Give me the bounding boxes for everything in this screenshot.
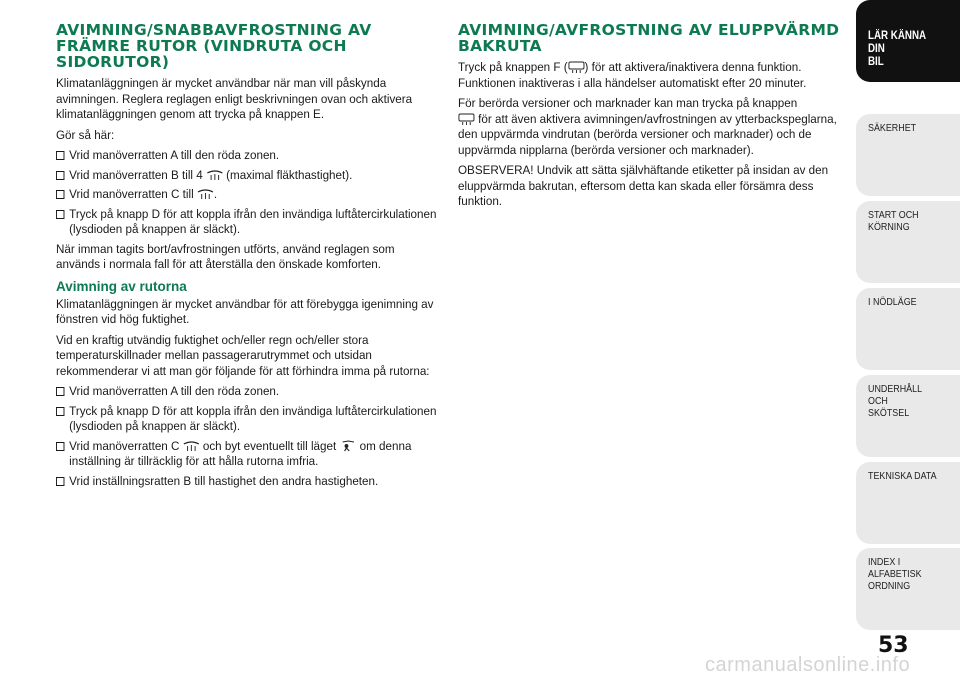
checkbox-bullet-icon: [56, 387, 64, 396]
list-item: Vrid inställningsratten B till hastighet den andra hastigheten.: [56, 474, 450, 490]
checkbox-bullet-icon: [56, 407, 64, 416]
list-item: Vrid manöverratten C och byt eventuellt till läget om denna inställning är tillräcklig för att hålla rutorna imfria.: [56, 439, 450, 470]
warning-paragraph: OBSERVERA! Undvik att sätta självhäftande etiketter på insidan av den eluppvärmda bakrutan, eftersom detta kan skada eller försämra dess funktion.: [458, 163, 829, 208]
tab-underhall-och-skotsel[interactable]: UNDERHÅLL OCH SKÖTSEL: [856, 375, 960, 457]
intro-paragraph: Klimatanläggningen är mycket användbar när man vill påskynda avimningen. Reglera reglagen enligt beskrivningen ovan och aktivera klimatanläggningen genom att trycka på knappen E.: [56, 76, 413, 121]
list-item: Tryck på knapp D för att koppla ifrån den invändiga luftåtercirkulationen (lysdioden på knappen är släckt).: [56, 404, 450, 435]
right-column: [458, 22, 842, 215]
paragraph: Vid en kraftig utvändig fuktighet och/eller regn och/eller stora temperaturskillnader mellan passagerarutrymmet och utsidan rekommenderar vi att man gör följande för att förhindra imma på rutorna:: [56, 332, 430, 378]
chapter-sidebar: [856, 0, 960, 630]
tab-i-nodlage[interactable]: I NÖDLÄGE: [856, 288, 960, 370]
checkbox-bullet-icon: [56, 171, 64, 180]
paragraph: Tryck på knappen F ( ) för att aktivera/inaktivera denna funktion. Funktionen inaktiveras i alla händelser automatiskt efter 20 minuter.: [458, 60, 807, 90]
checkbox-bullet-icon: [56, 190, 64, 199]
list-item: Tryck på knapp D för att koppla ifrån den invändiga luftåtercirkulationen (lysdioden på knappen är släckt).: [56, 207, 450, 238]
list-item: Vrid manöverratten C till .: [56, 187, 450, 203]
left-column: [56, 22, 438, 493]
watermark: carmanualsonline.info: [705, 654, 911, 676]
feet-windshield-icon: [339, 440, 356, 452]
rear-window-defrost-icon: [568, 61, 585, 73]
tab-tekniska-data[interactable]: TEKNISKA DATA: [856, 462, 960, 544]
windshield-defrost-icon: [183, 440, 200, 452]
section-title-rear-defrost: AVIMNING/AVFROSTNING AV ELUPPVÄRMD BAKRUTA: [458, 21, 840, 55]
list-item: Vrid manöverratten B till 4 (maximal fläkthastighet).: [56, 168, 450, 184]
after-steps-paragraph: När imman tagits bort/avfrostningen utförts, använd reglagen som används i normala fall för att återställa den önskade komforten.: [56, 241, 395, 271]
tab-index[interactable]: INDEX I ALFABETISK ORDNING: [856, 548, 960, 630]
list-item: Vrid manöverratten A till den röda zonen.: [56, 148, 450, 164]
checkbox-bullet-icon: [56, 477, 64, 486]
rear-window-defrost-icon: [458, 113, 475, 125]
tab-start-och-korning[interactable]: START OCH KÖRNING: [856, 201, 960, 283]
paragraph: För berörda versioner och marknader kan man trycka på knappen för att även aktivera avimningen/avfrostningen av ytterbackspeglarna, den uppvärmda vindrutan (berörda versioner och marknader) och de uppvärmda nipplarna (berörda versioner och marknader).: [458, 96, 837, 157]
subheading-window-demisting: Avimning av rutorna: [56, 278, 187, 294]
checkbox-bullet-icon: [56, 210, 64, 219]
section-title-front-defrost: AVIMNING/SNABBAVFROSTNING AV FRÄMRE RUTOR (VINDRUTA OCH SIDORUTOR): [56, 21, 372, 71]
paragraph: Klimatanläggningen är mycket användbar för att förebygga igenimning av fönstren vid hög fuktighet.: [56, 296, 434, 326]
tab-lar-kanna-din-bil[interactable]: LÄR KÄNNA DIN BIL: [856, 0, 960, 82]
checkbox-bullet-icon: [56, 151, 64, 160]
steps-intro: Gör så här:: [56, 127, 115, 142]
windshield-defrost-icon: [197, 188, 214, 200]
list-item: Vrid manöverratten A till den röda zonen.: [56, 384, 450, 400]
checkbox-bullet-icon: [56, 442, 64, 451]
windshield-defrost-icon: [206, 169, 223, 181]
tab-sakerhet[interactable]: SÄKERHET: [856, 114, 960, 196]
page-number: 53: [878, 633, 909, 658]
